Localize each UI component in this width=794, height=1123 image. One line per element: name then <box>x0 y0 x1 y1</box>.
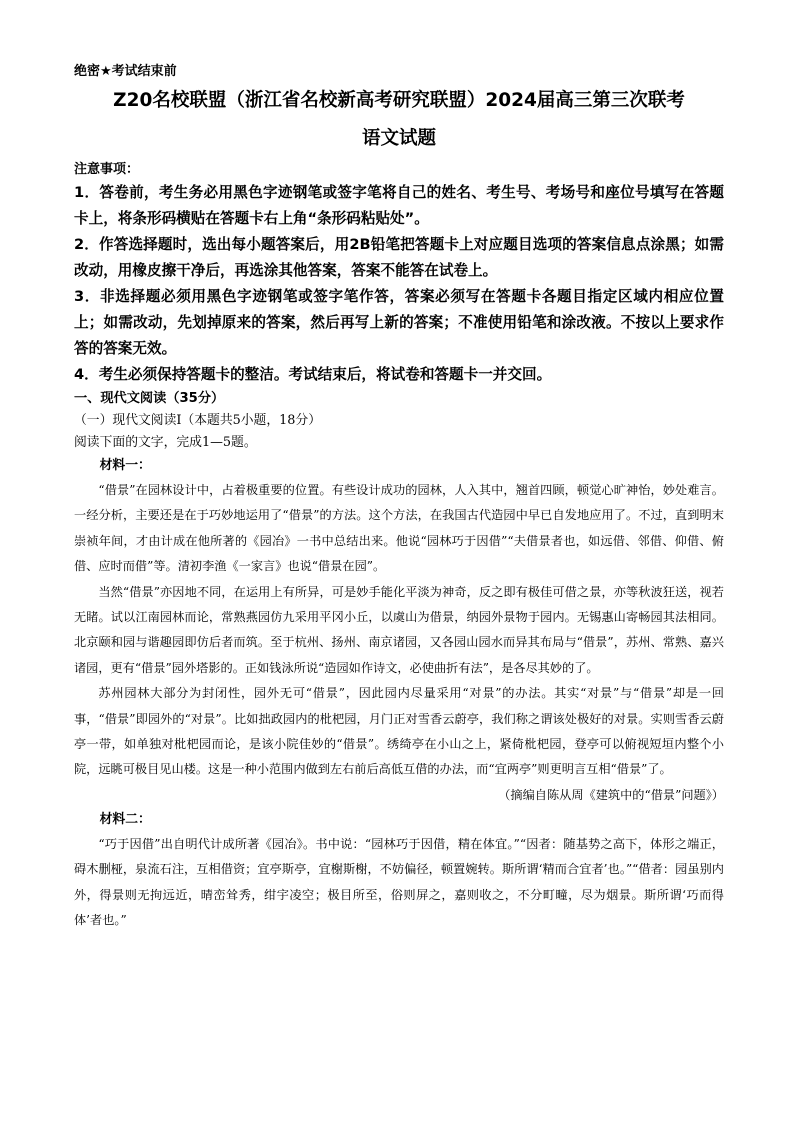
note-item-4: 4．考生必须保持答题卡的整洁。考试结束后，将试卷和答题卡一并交回。 <box>74 366 552 383</box>
material-one-heading: 材料一： <box>99 458 151 473</box>
material-one <box>74 454 724 808</box>
note-item-1: 1．答卷前，考生务必用黑色字迹钢笔或签字笔将自己的姓名、考生号、考场号和座位号填写在答题卡上，将条形码横贴在答题卡右上角“条形码粘贴处”。 <box>74 184 724 227</box>
exam-title: Z20名校联盟（浙江省名校新高考研究联盟）2024届高三第三次联考 <box>113 90 685 111</box>
material-two-paragraph-1: “巧于因借”出自明代计成所著《园冶》。书中说：“园林巧于因借，精在体宜。”“因者：随基势之高下，体形之端正，碍木删桠，泉流石注，互相借资；宜亭斯亭，宜榭斯榭，不妨偏径，顿置婉转。斯所谓‘精而合宜者’也。”“借者：园虽别内外，得景则无拘远近，晴峦耸秀，绀宇凌空；极目所至，俗则屏之，嘉则收之，不分町疃，尽为烟景。斯所谓‘巧而得体’者也。” <box>74 836 724 928</box>
notes-heading: 注意事项： <box>74 162 140 177</box>
confidential-label: 绝密★考试结束前 <box>74 64 177 79</box>
material-one-paragraph-2: 当然“借景”亦因地不同，在运用上有所异，可是妙手能化平淡为神奇，反之即有极佳可借之景，亦等秋波狂送，视若无睹。试以江南园林而论，常熟燕园仿九采用平冈小丘，以虞山为借景，纳园外景物于园内。无锡惠山寄畅园其法相同。北京颐和园与谐趣园即仿后者而筑。至于杭州、扬州、南京诸园，又各园山园水而异其布局与“借景”，苏州、常熟、嘉兴诸园，更有“借景”园外塔影的。正如钱泳所说“造园如作诗文，必使曲折有法”，是各尽其妙的了。 <box>74 584 724 675</box>
notes-block <box>74 160 724 388</box>
exam-subtitle: 语文试题 <box>361 128 436 149</box>
section-heading: 一、现代文阅读（35分） <box>74 391 225 406</box>
material-one-source: （摘编自陈从周《建筑中的“借景”问题》） <box>498 787 724 802</box>
note-item-3: 3．非选择题必须用黑色字迹钢笔或签字笔作答，答案必须写在答题卡各题目指定区域内相应位置上；如需改动，先划掉原来的答案，然后再写上新的答案；不准使用铅笔和涂改液。不按以上要求作答的答案无效。 <box>74 288 724 357</box>
material-two-heading: 材料二： <box>99 811 151 827</box>
material-two <box>74 808 724 934</box>
material-one-paragraph-1: “借景”在园林设计中，占着极重要的位置。有些设计成功的园林，人入其中，翘首四顾，顿觉心旷神怡，妙处难言。一经分析，主要还是在于巧妙地运用了“借景”的方法。这个方法，在我国古代造园中早已自发地应用了。不过，直到明末崇祯年间，才由计成在他所著的《园冶》一书中总结出来。他说“园林巧于因借”“夫借景者也，如远借、邻借、仰借、俯借、应时而借”等。清初李渔《一家言》也说“借景在园”。 <box>74 483 724 574</box>
note-item-2: 2．作答选择题时，选出每小题答案后，用2B铅笔把答题卡上对应题目选项的答案信息点涂黑；如需改动，用橡皮擦干净后，再选涂其他答案，答案不能答在试卷上。 <box>74 236 724 279</box>
subsection-heading: （一）现代文阅读Ⅰ（本题共5小题，18分） <box>74 413 322 428</box>
reading-instruction: 阅读下面的文字，完成1—5题。 <box>74 435 257 450</box>
material-one-paragraph-3: 苏州园林大部分为封闭性，园外无可“借景”，因此园内尽量采用“对景”的办法。其实“对景”与“借景”却是一回事，“借景”即园外的“对景”。比如拙政园内的枇杷园，月门正对雪香云蔚亭，我们称之谓该处极好的对景。实则雪香云蔚亭一带，如单独对枇杷园而论，是该小院佳妙的“借景”。绣绮亭在小山之上，紧倚枇杷园，登亭可以俯视短垣内整个小院，远眺可极目见山楼。这是一种小范围内做到左右前后高低互借的办法，而“宜两亭”则更明言互相“借景”了。 <box>74 686 724 777</box>
exam-page <box>74 62 724 934</box>
